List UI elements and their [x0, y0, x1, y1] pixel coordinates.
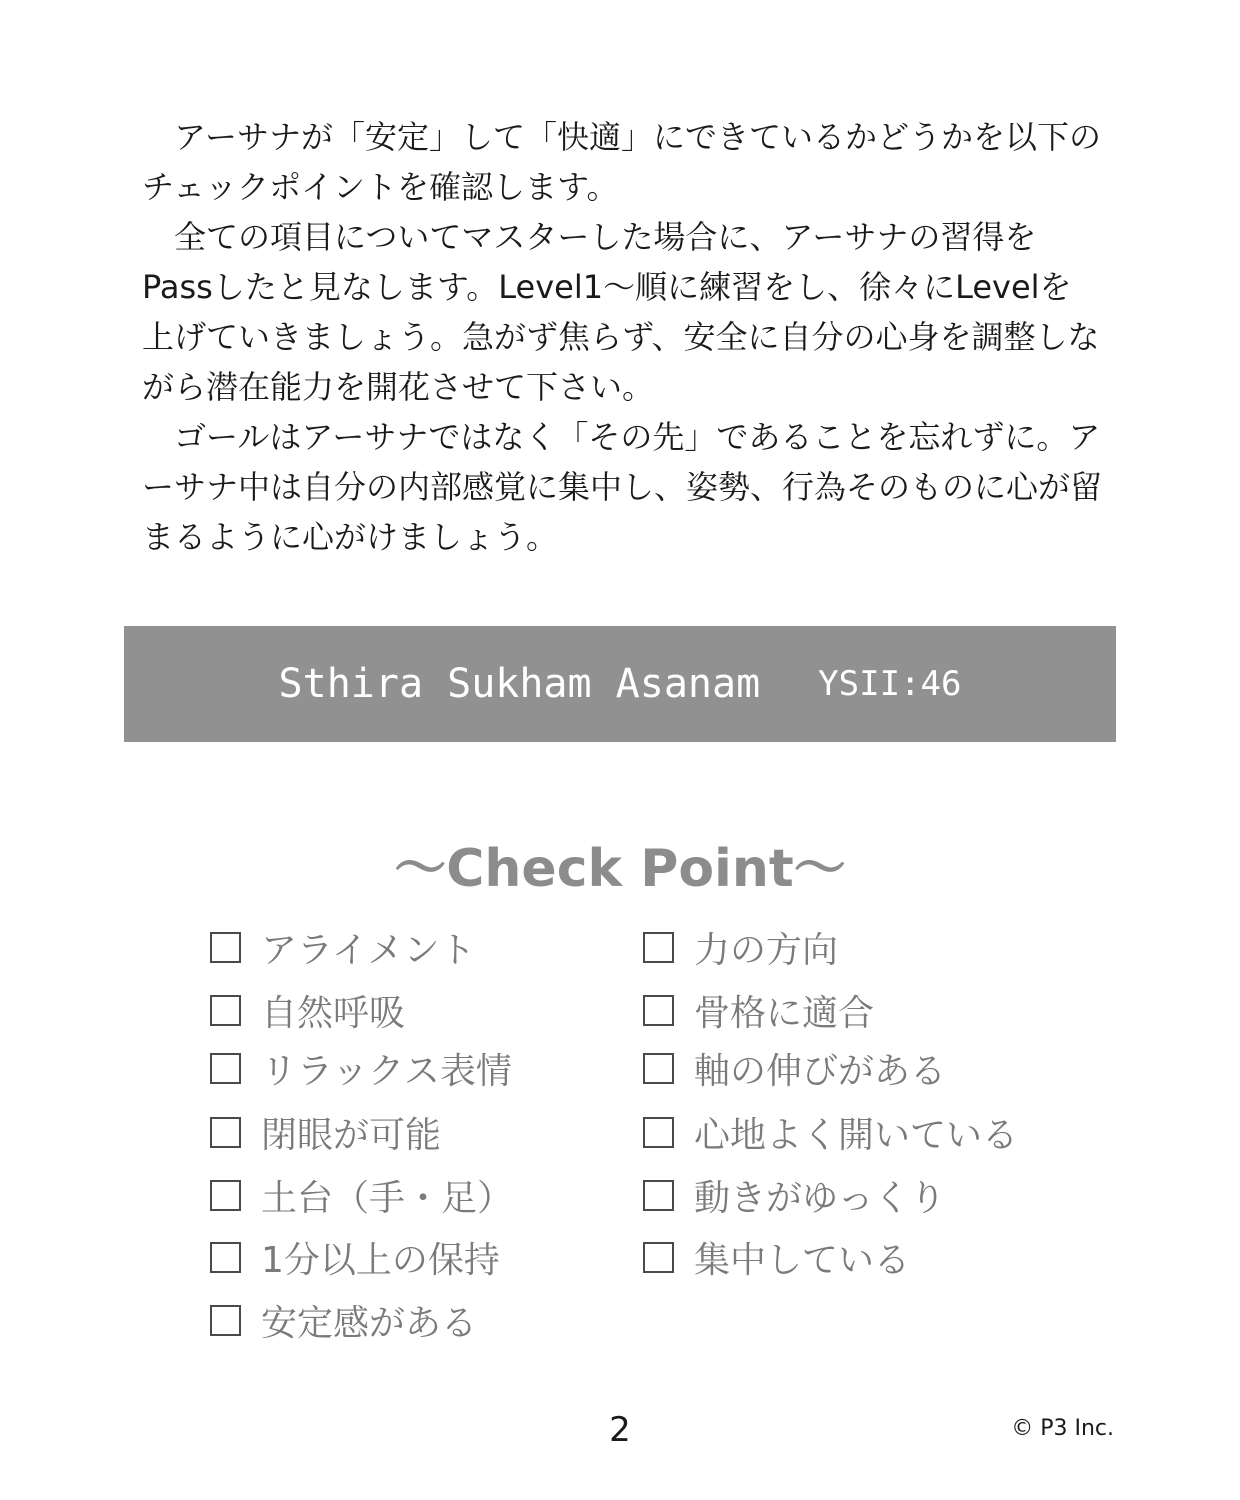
checkbox[interactable] [643, 1117, 674, 1148]
copyright-text: © P3 Inc. [1011, 1416, 1114, 1441]
checkbox[interactable] [643, 1053, 674, 1084]
checkbox[interactable] [210, 1242, 241, 1273]
checklist-item-label: リラックス表情 [261, 1051, 512, 1092]
checklist-item-label: 安定感がある [261, 1303, 478, 1344]
intro-text [142, 112, 1102, 562]
checklist-item-label: 土台（手・足） [261, 1178, 514, 1219]
checklist-item[interactable] [210, 1107, 441, 1158]
page-number: 2 [609, 1410, 631, 1450]
checklist-item[interactable] [210, 1170, 513, 1221]
checklist-item-label: 軸の伸びがある [694, 1051, 947, 1092]
checklist-item[interactable] [210, 1232, 500, 1283]
checklist-item-label: 集中している [694, 1240, 911, 1281]
checklist-item[interactable] [643, 1170, 946, 1221]
checklist-item-label: 自然呼吸 [261, 993, 406, 1034]
checkbox[interactable] [643, 1180, 674, 1211]
checklist-item[interactable] [643, 985, 874, 1036]
checklist-item-label: 1分以上の保持 [261, 1240, 500, 1281]
checklist-item-label: 心地よく開いている [694, 1115, 1019, 1156]
banner-title: Sthira Sukham Asanam [278, 661, 761, 707]
checklist-item-label: アライメント [261, 930, 476, 971]
intro-paragraph-2: 全ての項目についてマスターした場合に、アーサナの習得をPassしたと見なします。Level1〜順に練習をし、徐々にLevelを上げていきましょう。急がず焦らず、安全に自分の心身を調整しながら潜在能力を開花させて下さい。 [142, 218, 1100, 406]
checkpoint-heading: 〜Check Point〜 [394, 839, 846, 899]
checklist-item-label: 動きがゆっくり [694, 1178, 946, 1219]
checkbox[interactable] [210, 932, 241, 963]
checklist-item-label: 閉眼が可能 [261, 1115, 442, 1156]
checkbox[interactable] [210, 1117, 241, 1148]
checkbox[interactable] [210, 1180, 241, 1211]
checklist-item[interactable] [210, 1295, 477, 1346]
intro-paragraph-1: アーサナが「安定」して「快適」にできているかどうかを以下のチェックポイントを確認します。 [142, 118, 1102, 206]
checkbox[interactable] [643, 1242, 674, 1273]
sutra-banner [124, 626, 1116, 742]
checkbox[interactable] [210, 995, 241, 1026]
checklist-item[interactable] [643, 1043, 946, 1094]
checkbox[interactable] [210, 1053, 241, 1084]
intro-paragraph-3: ゴールはアーサナではなく「その先」であることを忘れずに。アーサナ中は自分の内部感覚に集中し、姿勢、行為そのものに心が留まるように心がけましょう。 [142, 418, 1103, 556]
checkbox[interactable] [643, 932, 674, 963]
checklist-item[interactable] [210, 985, 405, 1036]
banner-reference: YSII:46 [818, 664, 962, 704]
checklist-item[interactable] [210, 1043, 512, 1094]
checklist-item[interactable] [643, 922, 838, 973]
checklist-item-label: 力の方向 [694, 930, 839, 971]
checkbox[interactable] [643, 995, 674, 1026]
checkbox[interactable] [210, 1305, 241, 1336]
checklist-item[interactable] [210, 922, 476, 973]
checklist-item[interactable] [643, 1232, 910, 1283]
checklist-item[interactable] [643, 1107, 1018, 1158]
checklist-item-label: 骨格に適合 [694, 993, 875, 1034]
